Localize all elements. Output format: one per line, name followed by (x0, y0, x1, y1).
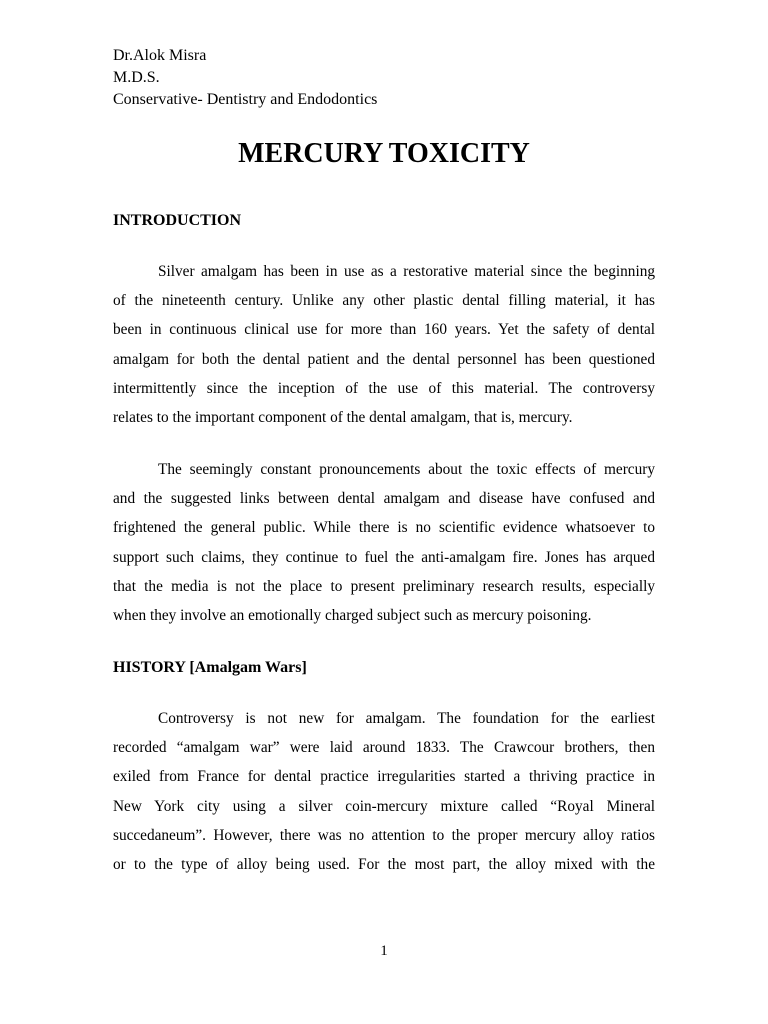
paragraph-line: of the nineteenth century. Unlike any other plastic dental filling material, it has (113, 292, 655, 310)
author-block (113, 45, 377, 111)
paragraph-line: support such claims, they continue to fuel the anti-amalgam fire. Jones has arqued (113, 548, 655, 566)
paragraph-line: Controversy is not new for amalgam. The foundation for the earliest (158, 710, 655, 727)
paragraph-line: succedaneum”. However, there was no attention to the proper mercury alloy ratios (113, 826, 655, 844)
paragraph-line: frightened the general public. While there is no scientific evidence whatsoever to (113, 519, 655, 537)
author-department: Conservative- Dentistry and Endodontics (113, 91, 378, 108)
introduction-paragraph-1 (113, 257, 655, 432)
author-name: Dr.Alok Misra (113, 47, 207, 64)
paragraph-line: that the media is not the place to present preliminary research results, especially (113, 577, 655, 595)
paragraph-line: been in continuous clinical use for more than 160 years. Yet the safety of dental (113, 321, 655, 339)
history-heading: HISTORY [Amalgam Wars] (113, 659, 307, 676)
paragraph-line: recorded “amalgam war” were laid around 1833. The Crawcour brothers, then (113, 739, 655, 757)
paragraph-line: New York city using a silver coin-mercury mixture called “Royal Mineral (113, 797, 655, 815)
paragraph-line: intermittently since the inception of the use of this material. The controversy (113, 379, 655, 397)
paragraph-line: when they involve an emotionally charged subject such as mercury poisoning. (113, 606, 592, 624)
paragraph-line: The seemingly constant pronouncements about the toxic effects of mercury (158, 461, 655, 478)
paragraph-line: and the suggested links between dental amalgam and disease have confused and (113, 490, 655, 508)
history-paragraph-1 (113, 704, 655, 879)
author-degree: M.D.S. (113, 69, 160, 86)
introduction-paragraph-2 (113, 455, 655, 630)
paragraph-line: relates to the important component of the dental amalgam, that is, mercury. (113, 408, 573, 426)
page-number: 1 (380, 943, 388, 959)
paragraph-line: exiled from France for dental practice irregularities started a thriving practice in (113, 768, 655, 786)
introduction-heading: INTRODUCTION (113, 212, 242, 229)
paragraph-line: amalgam for both the dental patient and the dental personnel has been questioned (113, 350, 655, 368)
document-title: MERCURY TOXICITY (238, 138, 530, 169)
paragraph-line: or to the type of alloy being used. For the most part, the alloy mixed with the (113, 855, 655, 873)
paragraph-line: Silver amalgam has been in use as a restorative material since the beginning (158, 263, 655, 280)
